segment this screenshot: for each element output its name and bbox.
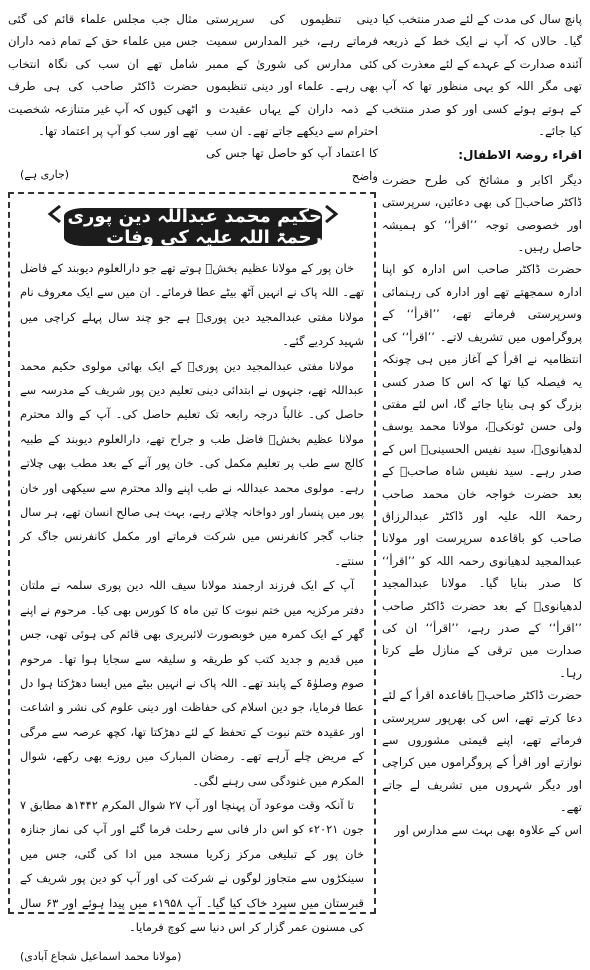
right-column — [382, 8, 582, 841]
right-column-paragraph: پانچ سال کی مدت کے لئے صدر منتخب کیا گیا۔ حالاں کہ آپ نے ایک خط کے ذریعہ آئندہ صدارت کے عہدے کے لئے معذرت کی تھی مگر اللہ کو یہی منظور تھا کہ آپ کے ہوتے ہوئے کسی اور کو صدر منتخب کیا جائے۔ — [382, 12, 582, 139]
author-signature: (مولانا محمد اسماعیل شجاع آبادی) — [20, 950, 182, 964]
article-title: حکیم محمد عبداللہ دین پوری رحمۃ اللہ علیہ کی وفات — [67, 206, 322, 248]
article-paragraph: خان پور کے مولانا عظیم بخشؒ ہوتے تھے جو دارالعلوم دیوبند کے فاضل تھے۔ اللہ پاک نے انہیں آٹھ بیٹے عطا فرمائے۔ ان میں سے ایک معروف نام مولانا مفتی عبدالمجید دین پوریؒ ہے جو چند سال پہلے کراچی میں شہید کردیے گئے۔ — [20, 261, 364, 349]
right-column-paragraph: اس کے علاوہ بھی بہت سے مدارس اور — [394, 822, 582, 837]
right-column-paragraph: حضرت ڈاکٹر صاحب اس ادارہ کو اپنا ادارہ سمجھتے تھے اور ادارہ کی رہنمائی وسرپرستی فرماتے تھے، ’’اقرأ‘‘ کے پروگراموں میں تشریف لاتے۔ ’’اقرأ‘‘ کی انتظامیہ نے اقرأ کے آغاز میں ہی چونکہ یہ فیصلہ کیا تھا کہ اس کا صدر کسی بزرگ کو ہی بنایا جائے گا، اس لئے مفتی ولی حسن ٹونکیؒ، مولانا محمد یوسف لدھیانویؒ، سید نفیس الحسینیؒ اس کے صدر رہے۔ سید نفیس شاہ صاحبؒ کے بعد حضرت خواجہ خان محمد صاحب رحمۃ اللہ علیہ اور ڈاکٹر عبدالرزاق صاحب کو باقاعدہ سرپرست اور مولانا عبدالمجید لدھیانوی رحمہ اللہ کو ’’اقرأ‘‘ کا صدر بنایا گیا۔ مولانا عبدالمجید لدھیانویؒ کے بعد حضرت ڈاکٹر صاحب ’’اقرأ‘‘ کے صدر رہے، ’’اقرأ‘‘ ان کی صدارت میں ترقی کے منازل طے کرتا رہا۔ — [382, 262, 582, 680]
banner-left-ornament-icon — [46, 204, 62, 224]
right-column-paragraph: دیگر اکابر و مشائخ کی طرح حضرت ڈاکٹر صاحبؒ کی بھی دعائیں، سرپرستی اور خصوصی توجہ ’’اقرأ‘‘ کو ہمیشہ حاصل رہیں۔ — [382, 172, 582, 255]
article-title-banner — [64, 208, 322, 246]
article-paragraph: آپ کے ایک فرزند ارجمند مولانا سیف اللہ دین پوری سلمہ نے ملتان دفتر مرکزیہ میں ختم نبوت کا تین ماہ کا کورس بھی کیا۔ مرحوم نے اپنے گھر کے ایک کمرہ میں خوبصورت لائبریری بھی قائم کی ہوئی تھی، جس میں قدیم و جدید کتب کو طریقہ و سلیقہ سے سجایا ہوا تھا۔ مرحوم صوم وصلوٰۃ کے پابند تھے۔ اللہ پاک نے انہیں بیٹے میں ایسا دھڑکتا ہوا دل عطا فرمایا، جو دین اسلام کی حفاظت اور دینی علوم کی نشر و اشاعت اور عقیدہ ختم نبوت کے تحفظ کے لئے دھڑکتا تھا، کچھ عرصہ سے مرگی کے مریض چلے آرہے تھے۔ رمضان المبارک میں روزے بھی رکھے، شوال المکرم میں غنودگی سی رہنے لگی۔ — [20, 578, 364, 788]
obituary-box — [8, 192, 376, 964]
left-column-text: مثال جب مجلس علماء قائم کی گئی جس میں علماء حق کے تمام ذمہ داران شامل تھے ان سب کی نگاہ انتخاب حضرت ڈاکٹر صاحب کی ہی طرف اٹھی کیوں کہ آپ غیر متنازعہ شخصیت تھے اور سب کو آپ پر اعتماد تھا۔ — [8, 12, 198, 139]
article-body — [20, 256, 364, 970]
right-column-paragraph: حضرت ڈاکٹر صاحبؒ باقاعدہ اقرأ کے لئے دعا کرتے تھے، اس کی بھرپور سرپرستی فرماتے تھے، اپنے قیمتی مشوروں سے نوازتے اور اقرأ کے پروگراموں میں کراچی اور دیگر شہروں میں تشریف لے جاتے تھے۔ — [382, 688, 582, 815]
article-paragraph: تا آنکہ وقت موعود آن پہنچا اور آپ ۲۷ شوال المکرم ۱۴۴۲ھ مطابق ۷ جون ۲۰۲۱ء کو اس دار فانی سے رحلت فرما گئے اور آپ کی نماز جنازہ خان پور کے تبلیغی مرکز زکریا مسجد میں ادا کی گئی، جس میں سینکڑوں سے متجاوز لوگوں نے شرکت کی اور آپ کو دین پور شریف کے قبرستان میں سپرد خاک کیا گیا۔ آپ ۱۹۵۸ء میں پیدا ہوئے اور ۶۳ سال کی مسنون عمر گزار کر اس دنیا سے کوچ فرمایا۔ — [20, 797, 364, 934]
banner-right-ornament-icon — [324, 204, 340, 224]
continued-label: (جاری ہے) — [20, 168, 70, 181]
section-subheading: اقراء روضۃ الاطفال: — [458, 148, 582, 163]
middle-column-top — [206, 8, 378, 187]
left-column-top — [8, 8, 198, 142]
article-paragraph: مولانا مفتی عبدالمجید دین پوریؒ کے ایک بھائی مولوی حکیم محمد عبداللہ تھے، جنہوں نے ابتدائی دینی تعلیم دین پور شریف کے مدرسہ سے حاصل کی۔ غالباً درجہ رابعہ تک تعلیم حاصل کی۔ آپ کے والد محترم مولانا عظیم بخشؒ فاضل طب و جراح تھے، دارالعلوم دیوبند کے طبیہ کالج سے طب پر تعلیم مکمل کی۔ خان پور آنے کے بعد مطب بھی چلاتے رہے۔ مولوی محمد عبداللہ نے طب اپنے والد محترم سے سیکھی اور خان پور میں پنسار اور دواخانہ چلاتے رہے، بہت ہی صالح انسان تھے، ہر سال جناب گجر کانفرنس میں شرکت فرماتے اور مکمل کانفرنس جاگ کر سنتے۔ — [20, 358, 364, 568]
middle-column-text: دینی تنظیموں کی سرپرستی فرماتے رہے، خیر المدارس سمیت کئی مدارس کی شوریٰ کے ممبر بھی رہے۔ علماء اور دینی تنظیموں کے ذمہ داران کے یہاں عقیدت و احترام سے دیکھے جاتے تھے۔ ان سب کا اعتماد آپ کو حاصل تھا جس کی واضح — [206, 12, 378, 183]
